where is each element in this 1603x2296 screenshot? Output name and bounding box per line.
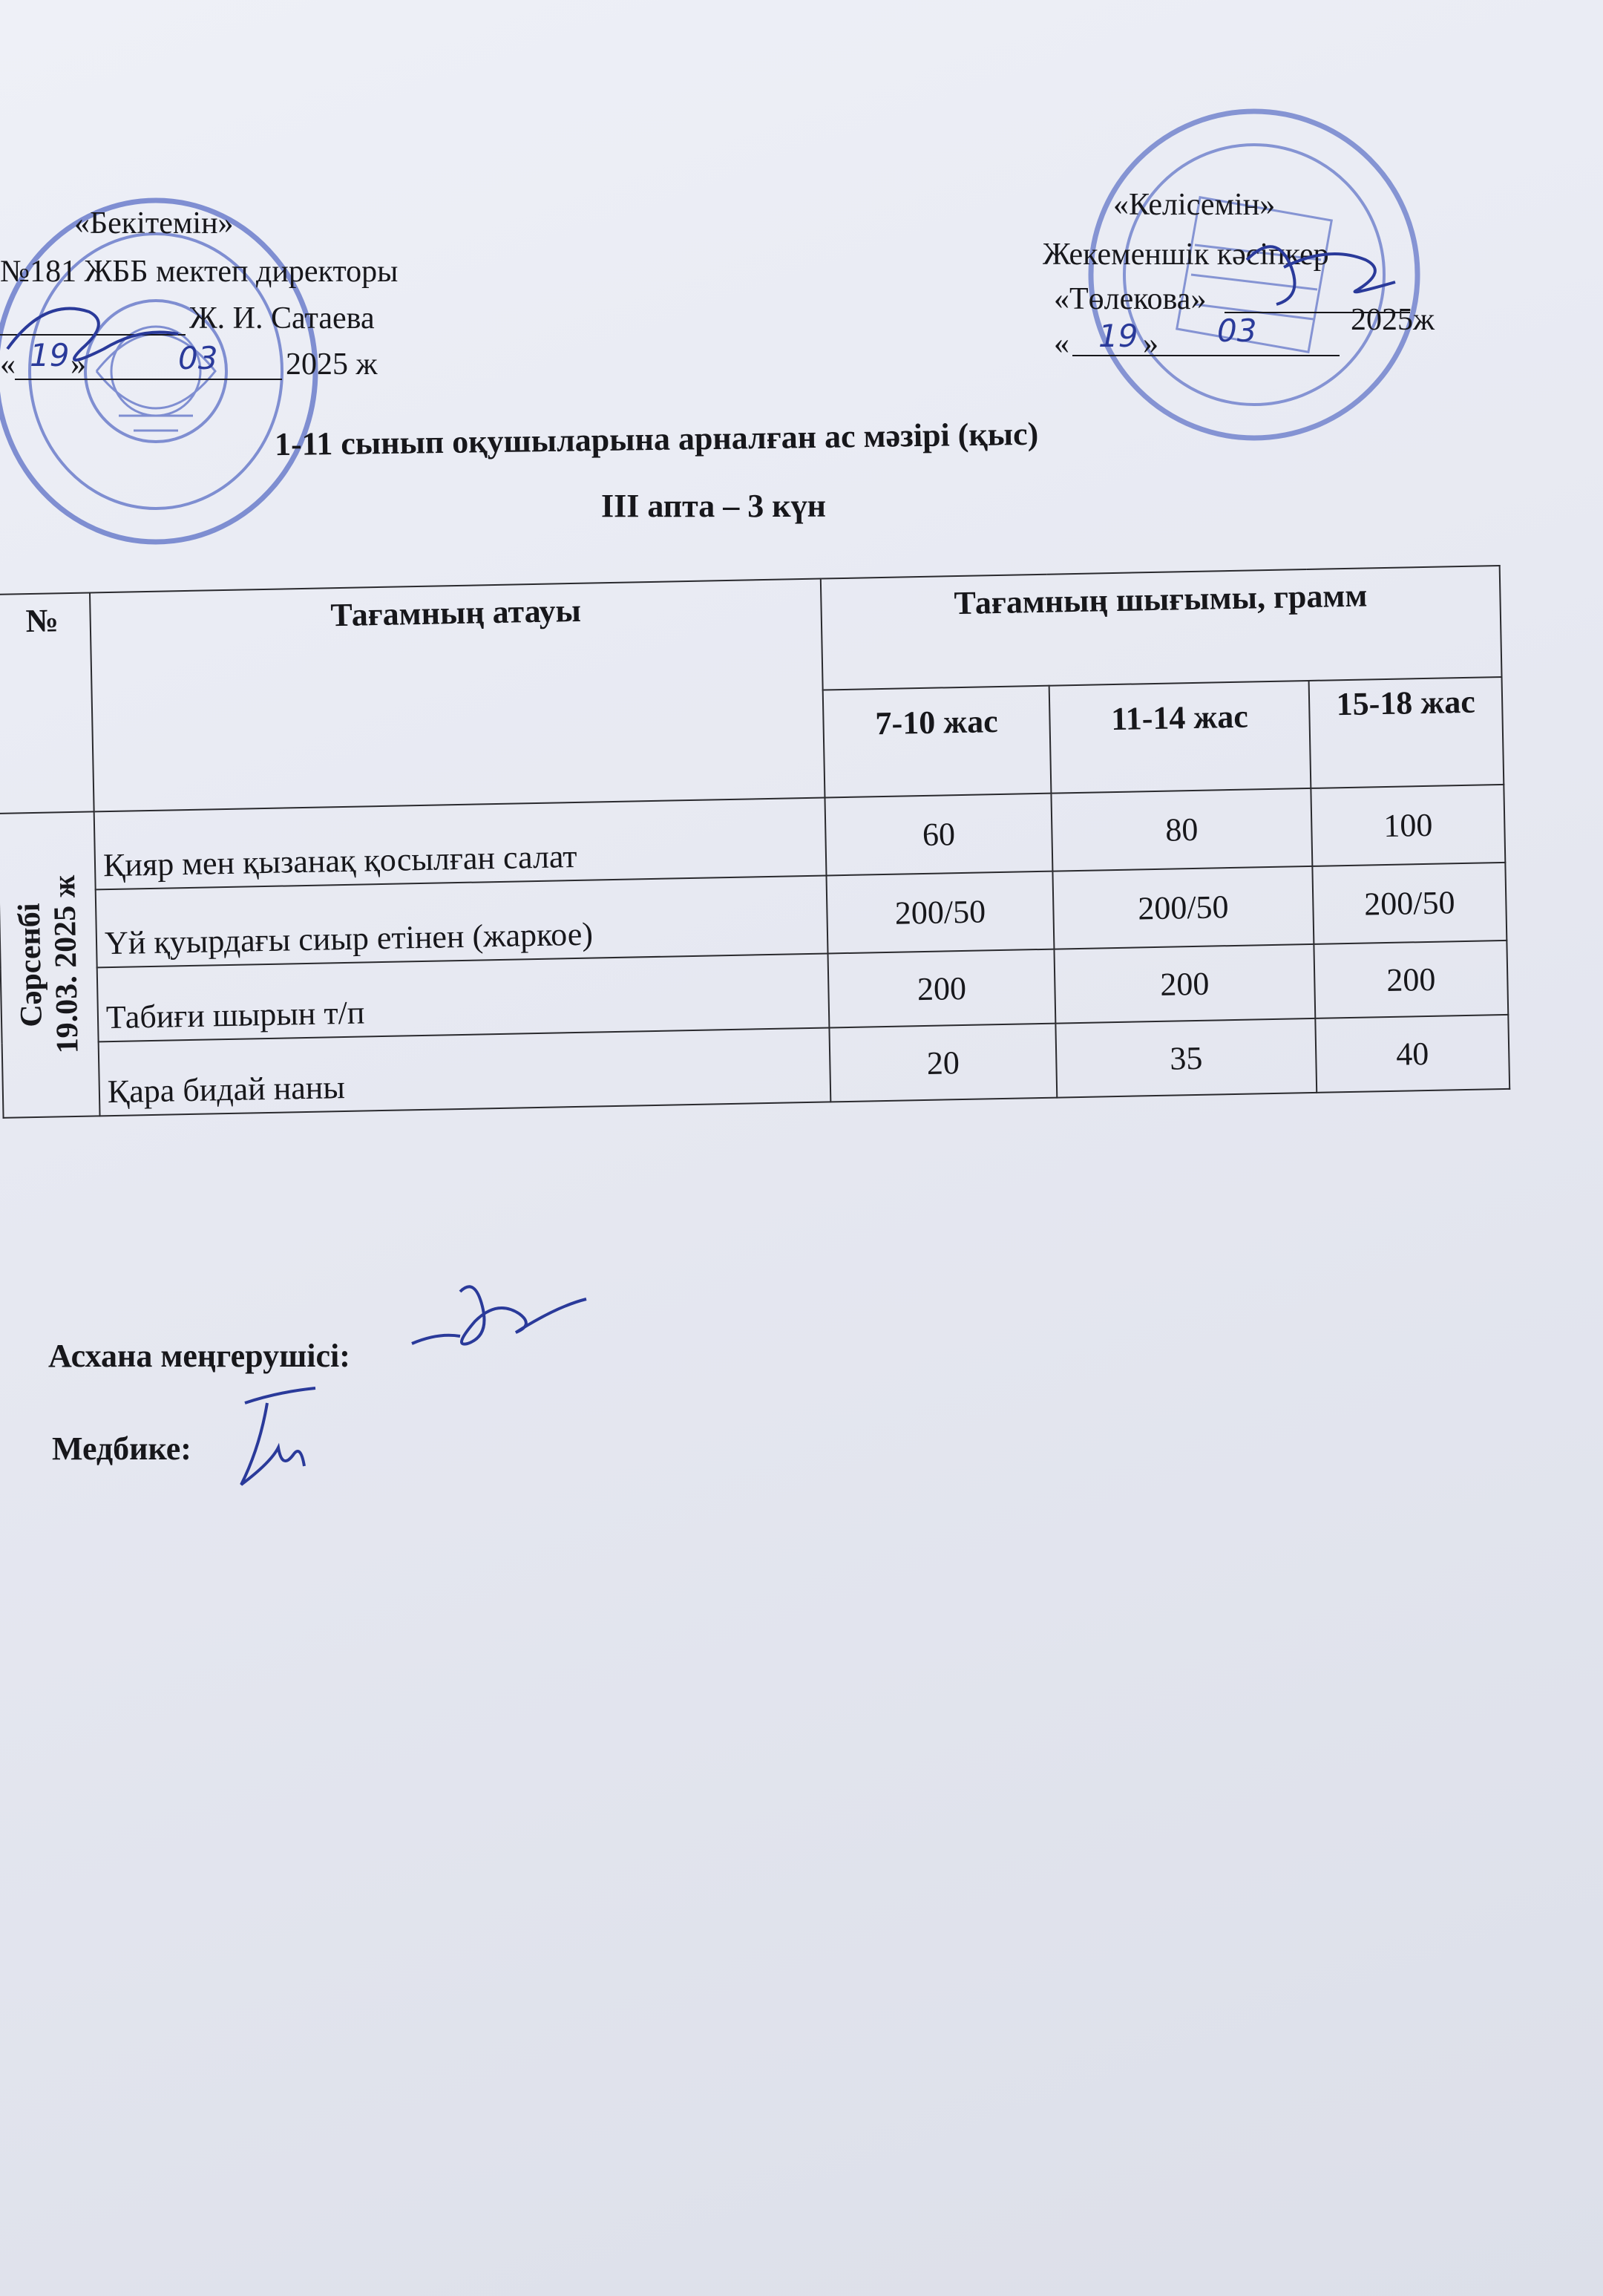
approve-right-date-open: « (1054, 327, 1069, 361)
nurse-signature (226, 1373, 330, 1499)
yield-15-18: 200 (1314, 941, 1508, 1018)
entrepreneur-signature (1232, 215, 1410, 327)
director-signature (0, 267, 193, 386)
dish-name: Үй қуырдағы сиыр етінен (жаркое) (96, 876, 828, 968)
menu-title: 1-11 сынып оқушыларына арналған ас мәзірі (қыс) (274, 415, 1039, 463)
yield-11-14: 200 (1054, 944, 1315, 1024)
menu-table (0, 565, 1510, 1119)
yield-11-14: 80 (1051, 788, 1312, 871)
approve-left-date-month: 03 (178, 340, 218, 376)
day-vertical-label (11, 875, 86, 1055)
yield-7-10: 200/50 (826, 871, 1054, 954)
day-name: Сәрсенбі (12, 903, 49, 1028)
header-age-11-14: 11-14 жас (1049, 681, 1311, 794)
yield-7-10: 20 (829, 1024, 1057, 1102)
yield-7-10: 60 (825, 794, 1052, 876)
approve-right-date-month: 03 (1217, 313, 1257, 349)
dish-name: Табиғи шырын т/п (97, 953, 830, 1041)
header-yield: Тағамның шығымы, грамм (821, 566, 1502, 690)
approve-left-line2: Ж. И. Сатаева (189, 301, 375, 336)
approve-right-line1: Жекеменшік кәсіпкер (1043, 238, 1329, 272)
kitchen-head-label: Асхана меңгерушісі: (48, 1338, 350, 1374)
approve-right-date-close: » (1143, 327, 1158, 361)
dish-name: Қияр мен қызанақ қосылған салат (94, 798, 827, 890)
approve-right-line2: «Төлекова» (1054, 282, 1207, 316)
approve-left-heading: «Бекітемін» (74, 206, 234, 241)
approve-left-date-year: 2025 ж (286, 347, 378, 382)
header-dish-name: Тағамның атауы (90, 579, 825, 812)
day-cell (0, 811, 100, 1117)
kitchen-head-signature (408, 1262, 594, 1366)
approve-right-date-day: 19 (1098, 318, 1138, 354)
yield-11-14: 200/50 (1052, 866, 1314, 949)
yield-15-18: 40 (1315, 1015, 1509, 1093)
menu-subtitle: III апта – 3 күн (601, 488, 826, 524)
header-age-15-18: 15-18 жас (1309, 677, 1504, 788)
approve-left-date-day: 19 (30, 337, 70, 373)
nurse-label: Медбике: (52, 1430, 191, 1467)
yield-15-18: 100 (1311, 785, 1505, 866)
header-age-7-10: 7-10 жас (823, 686, 1052, 798)
dish-name: Қара бидай наны (99, 1027, 831, 1116)
yield-7-10: 200 (828, 949, 1056, 1028)
header-number: № (0, 592, 94, 813)
day-date: 19.03. 2025 ж (47, 874, 85, 1054)
approve-right-date-line (1072, 355, 1340, 356)
approve-left-date-open: « (0, 347, 16, 382)
approve-right-date-year: 2025ж (1351, 303, 1435, 337)
yield-15-18: 200/50 (1312, 863, 1507, 944)
approve-left-date-close: » (71, 347, 86, 382)
yield-11-14: 35 (1055, 1018, 1317, 1098)
approve-right-heading: «Келісемін» (1113, 188, 1276, 222)
approve-left-line1: №181 ЖББ мектеп директоры (0, 255, 399, 289)
